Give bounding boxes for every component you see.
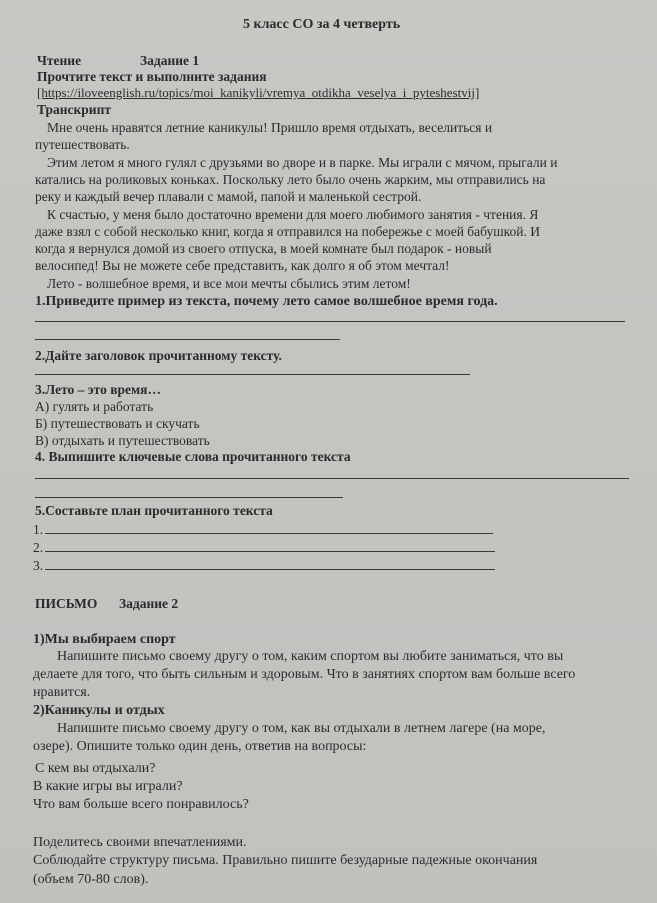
topic2-question-2: В какие игры вы играли? [33,779,183,794]
plan-number-1: 1. [33,522,44,537]
answer-line-q1b[interactable] [35,339,340,340]
topic2-question-1: С кем вы отдыхали? [35,761,156,776]
plan-line-3[interactable] [45,569,495,570]
question-3: 3.Лето – это время… [35,382,161,397]
reading-section-label: Чтение [37,53,82,68]
q3-option-c[interactable]: В) отдыхать и путешествовать [35,433,210,448]
closing-line2: Соблюдайте структуру письма. Правильно пишите безударные падежные окончания [33,853,538,868]
topic1-text-line1: Напишите письмо своему другу о том, каким спортом вы любите заниматься, что вы [57,649,564,664]
q3-option-a[interactable]: А) гулять и работать [35,399,154,414]
topic2-question-3: Что вам больше всего понравилось? [33,797,249,812]
plan-number-2: 2. [33,540,44,555]
plan-number-3: 3. [33,558,44,573]
q3-option-b[interactable]: Б) путешествовать и скучать [35,416,200,431]
topic2-text-line1: Напишите письмо своему другу о том, как вы отдыхали в летнем лагере (на море, [57,721,546,736]
paragraph2-line2: катались на роликовых коньках. Поскольку лето было очень жарким, мы отправились на [35,172,546,187]
closing-line1: Поделитесь своими впечатлениями. [33,835,247,850]
reading-instruction: Прочтите текст и выполните задания [37,69,267,84]
writing-section-label: ПИСЬМО [35,596,98,611]
topic1-text-line2: делаете для того, что быть сильным и здоровым. Что в занятиях спортом вам больше всего [33,667,576,682]
paragraph4: Лето - волшебное время, и все мои мечты сбылись этим летом! [47,276,411,291]
question-1: 1.Приведите пример из текста, почему лето самое волшебное время года. [35,294,498,309]
answer-line-q4b[interactable] [35,497,343,498]
topic1-text-line3: нравится. [33,685,91,700]
transcript-label: Транскрипт [37,102,111,117]
paragraph3-line2: даже взял с собой несколько книг, когда я отправился на побережье с моей бабушкой. И [35,224,541,239]
topic1-title: 1)Мы выбираем спорт [33,632,176,647]
question-5: 5.Составьте план прочитанного текста [35,503,273,518]
closing-line3: (объем 70-80 слов). [33,872,149,887]
reading-task-label: Задание 1 [140,53,200,68]
plan-line-1[interactable] [45,533,493,534]
paragraph3-line4: велосипед! Вы не можете себе представить, как долго я об этом мечтал! [35,258,450,273]
paragraph1-line2: путешествовать. [35,137,130,152]
topic2-title: 2)Каникулы и отдых [33,703,165,718]
paragraph2-line1: Этим летом я много гулял с друзьями во дворе и в парке. Мы играли с мячом, прыгали и [47,155,558,170]
source-link[interactable]: [https://iloveenglish.ru/topics/moi_kanikyli/vremya_otdikha_veselya_i_pyteshestvij] [37,85,480,100]
answer-line-q4a[interactable] [35,478,629,479]
plan-line-2[interactable] [45,551,495,552]
paragraph3-line1: К счастью, у меня было достаточно времени для моего любимого занятия - чтения. Я [47,207,539,222]
paragraph1-line1: Мне очень нравятся летние каникулы! Пришло время отдыхать, веселиться и [47,120,493,135]
paragraph2-line3: реку и каждый вечер плавали с мамой, папой и маленькой сестрой. [35,189,422,204]
page-title: 5 класс СО за 4 четверть [243,17,401,32]
answer-line-q1a[interactable] [35,321,625,322]
question-2: 2.Дайте заголовок прочитанному тексту. [35,348,282,363]
paragraph3-line3: когда я вернулся домой из своего отпуска, в моей комнате был подарок - новый [35,241,492,256]
writing-task-label: Задание 2 [119,596,179,611]
answer-line-q2[interactable] [35,374,470,375]
question-4: 4. Выпишите ключевые слова прочитанного текста [35,449,351,464]
topic2-text-line2: озере). Опишите только один день, ответив на вопросы: [33,739,367,754]
